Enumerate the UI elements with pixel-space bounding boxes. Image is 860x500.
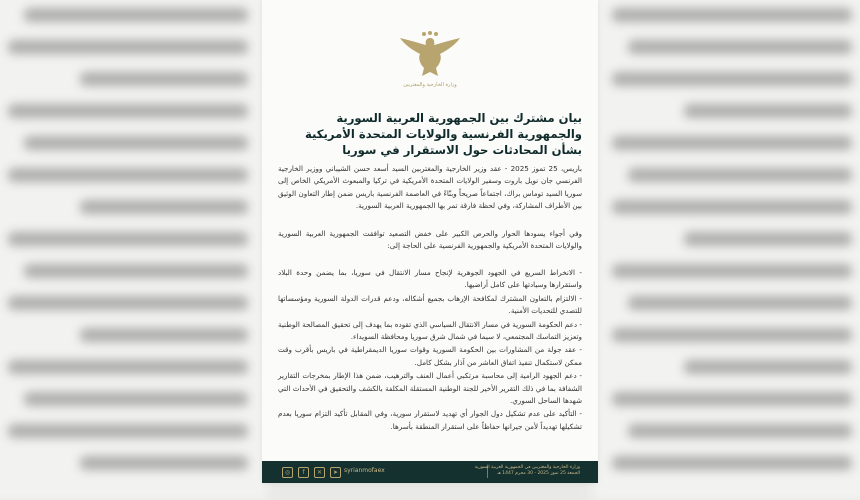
telegram-icon[interactable]: ➤ bbox=[330, 467, 341, 478]
eagle-emblem-icon bbox=[398, 30, 462, 80]
emblem-caption: وزارة الخارجية والمغتربين bbox=[403, 82, 457, 88]
list-item: - التأكيد على عدم تشكيل دول الجوار أي تهديد لاستقرار سورية، وفي المقابل تأكيد التزام سوريا بعدم تشكيلها تهديداً لأمن جيرانها حفاظاً على استقرار المنطقة بأسرها. bbox=[278, 408, 582, 433]
footer-org-info bbox=[475, 465, 580, 477]
x-icon[interactable]: ✕ bbox=[314, 467, 325, 478]
facebook-icon[interactable]: f bbox=[298, 467, 309, 478]
document-footer bbox=[262, 461, 598, 483]
social-handle[interactable]: syrianmofaex bbox=[344, 467, 385, 474]
statement-title: بيان مشترك بين الجمهورية العربية السورية والجمهورية الفرنسية والولايات المتحدة الأمريكية بشأن المحادثات حول الاستقرار في سوريا bbox=[305, 111, 582, 157]
blurred-background-right bbox=[592, 0, 860, 500]
agreement-points-list bbox=[278, 267, 582, 434]
list-item: - عقد جولة من المشاورات بين الحكومة السورية وقوات سوريا الديمقراطية في باريس بأقرب وقت ممكن لاستكمال تنفيذ اتفاق العاشر من آذار بشكل كامل. bbox=[278, 344, 582, 369]
list-item: - دعم الحكومة السورية في مسار الانتقال السياسي الذي تقوده بما يهدف إلى تحقيق المصالحة الوطنية وتعزيز التماسك المجتمعي، لا سيما في شمال شرق سوريا ومحافظة السويداء. bbox=[278, 319, 582, 344]
footer-date: الجمعة 25 تموز 2025 - 30 محرم 1447 هـ bbox=[497, 471, 580, 476]
footer-org-name: وزارة الخارجية والمغتربين في الجمهورية العربية السورية bbox=[474, 465, 580, 470]
paragraph-intro: باريس، 25 تموز 2025 - عقد وزير الخارجية والمغتربين السيد أسعد حسن الشيباني ووزير الخارجية الفرنسي جان نويل باروت وسفير الولايات المتحدة الأمريكية في تركيا والمبعوث الأمريكي الخاص إلى سوريا السيد توماس براك، اجتماعاً صريحاً وبنّاءً في العاصمة الفرنسية باريس ضمن إطار التعاون الوثيق بين الأطراف المشاركة، وفي لحظة فارقة تمر بها الجمهورية العربية السورية. bbox=[278, 164, 582, 211]
paragraph-agreement: وفي أجواء يسودها الحوار والحرص الكبير على خفض التصعيد توافقت الجمهورية العربية السورية والولايات المتحدة الأمريكية والجمهورية الفرنسية على الحاجة إلى: bbox=[278, 229, 582, 251]
list-item: - الانخراط السريع في الجهود الجوهرية لإنجاح مسار الانتقال في سوريا، بما يضمن وحدة البلاد واستقرارها وسيادتها على كامل أراضيها. bbox=[278, 267, 582, 292]
blurred-background-left bbox=[0, 0, 268, 500]
instagram-icon[interactable]: ◎ bbox=[282, 467, 293, 478]
list-item: - الالتزام بالتعاون المشترك لمكافحة الإرهاب بجميع أشكاله، ودعم قدرات الدولة السورية ومؤسساتها للتصدي للتحديات الأمنية. bbox=[278, 293, 582, 318]
list-item: - دعم الجهود الرامية إلى محاسبة مرتكبي أعمال العنف والترهيب، ضمن هذا الإطار بمخرجات التقارير الشفافة بما في ذلك التقرير الأخير للجنة الوطنية المستقلة المكلفة بالكشف والتحقيق في الأحداث التي شهدها الساحل السوري. bbox=[278, 370, 582, 407]
statement-document bbox=[262, 0, 598, 483]
